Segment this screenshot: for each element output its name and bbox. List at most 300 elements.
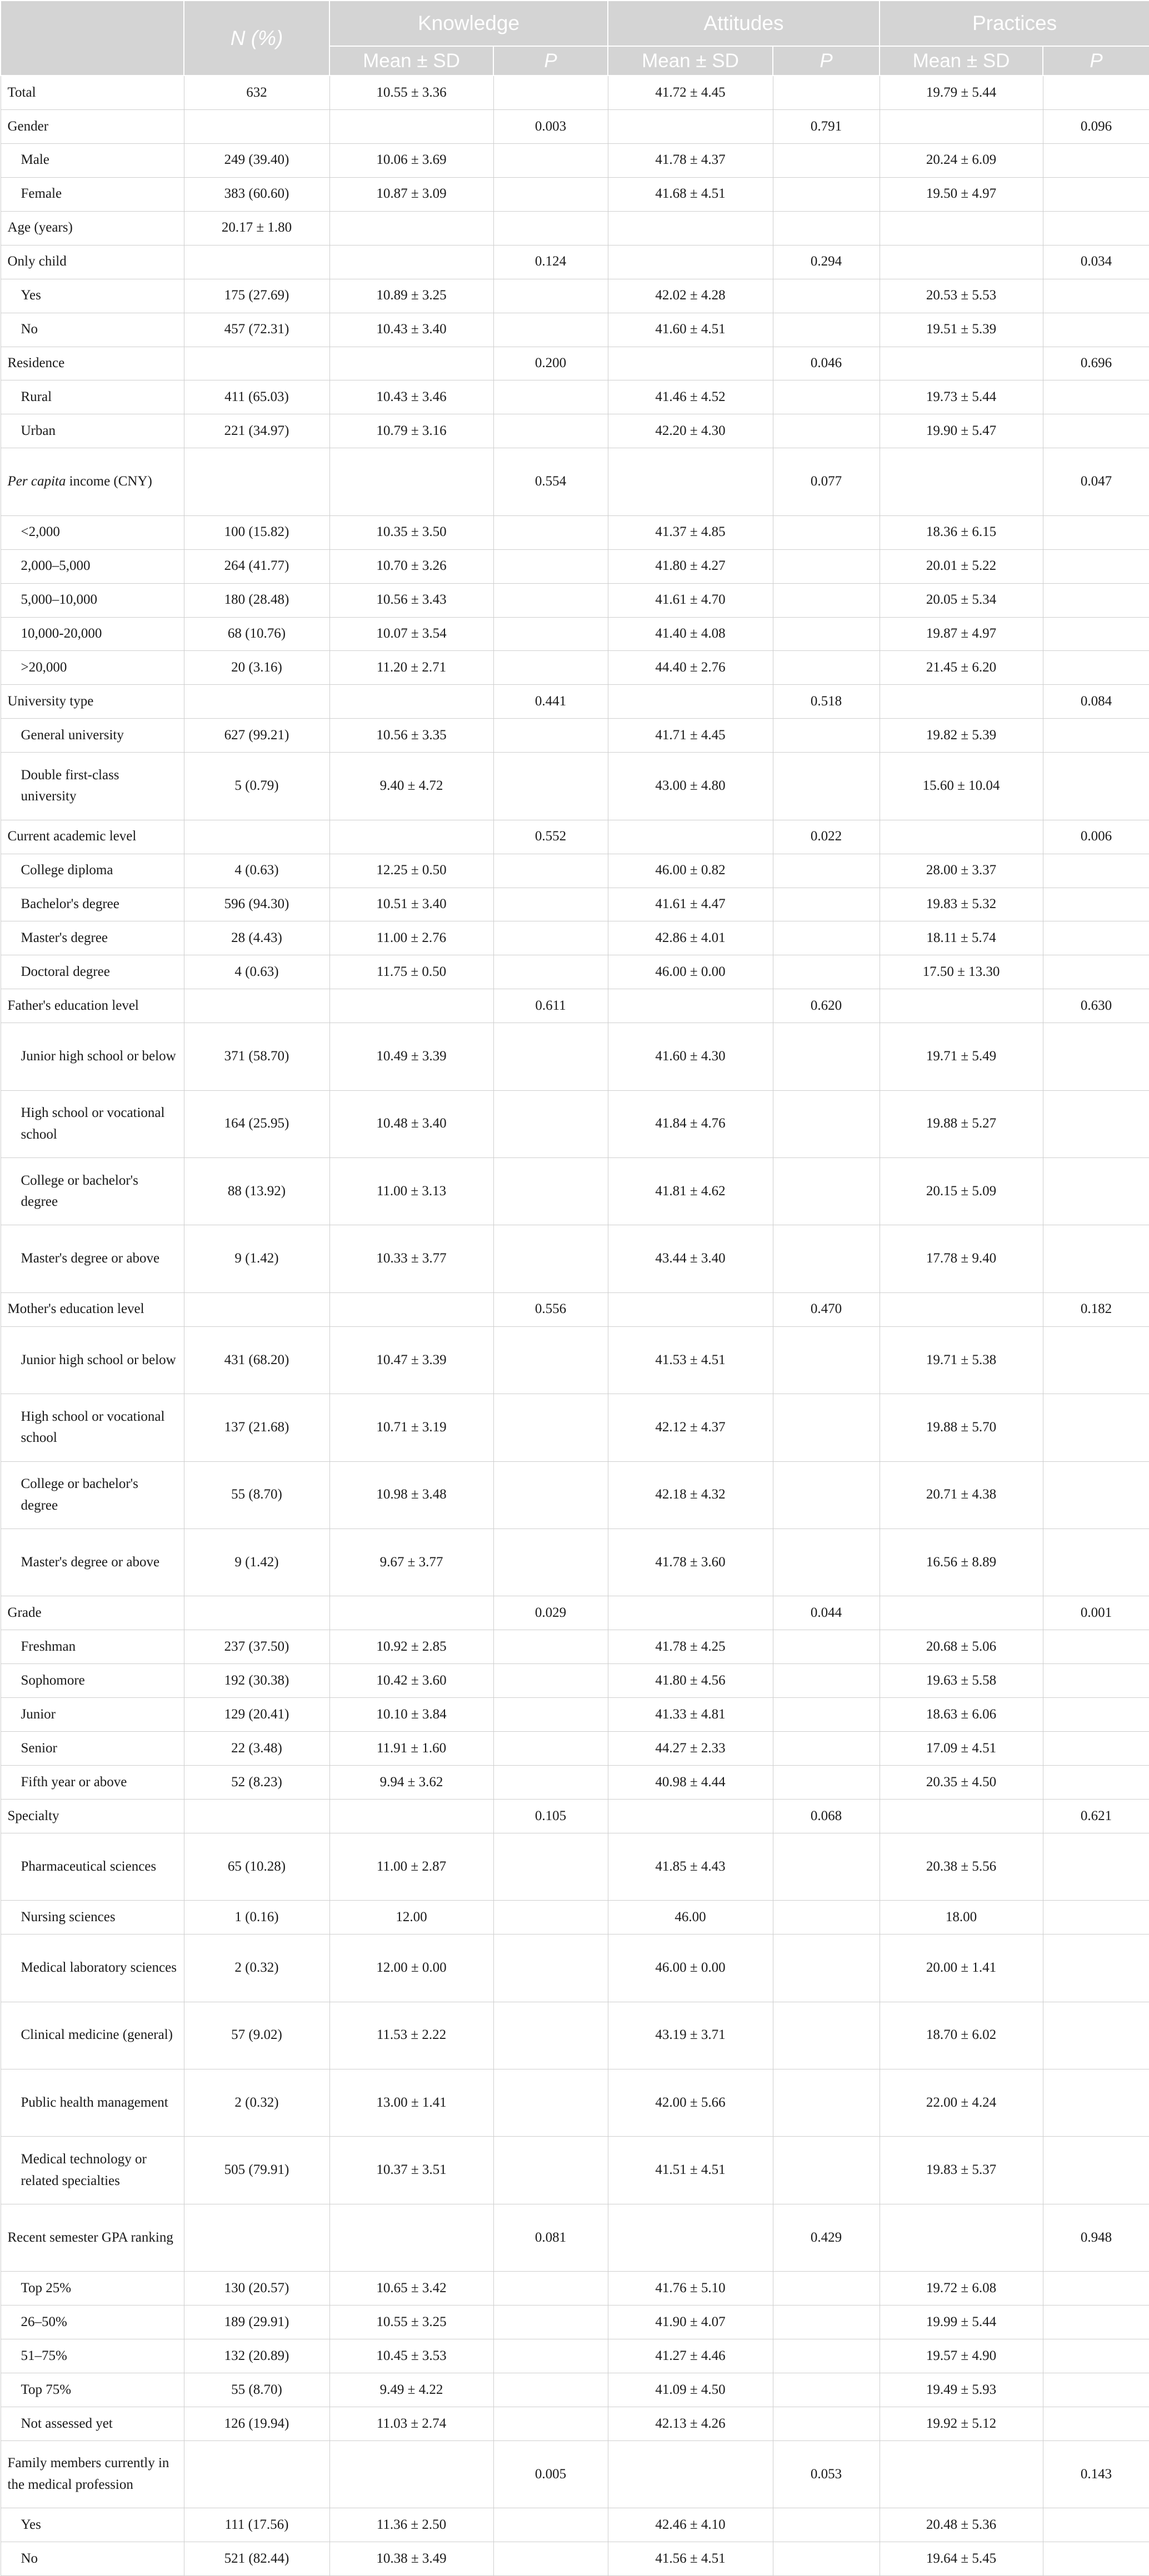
knowledge-mean-sd-cell: 9.67 ± 3.77	[329, 1528, 493, 1596]
practices-p-cell	[1043, 888, 1149, 921]
attitudes-p-cell	[773, 955, 880, 989]
practices-p-cell: 0.182	[1043, 1292, 1149, 1326]
knowledge-p-cell	[493, 143, 608, 177]
knowledge-mean-sd-cell: 10.51 ± 3.40	[329, 888, 493, 921]
knowledge-mean-sd-cell: 10.37 ± 3.51	[329, 2137, 493, 2204]
knowledge-p-cell: 0.556	[493, 1292, 608, 1326]
table-row	[1, 1394, 1149, 1461]
practices-mean-sd-cell	[880, 1799, 1043, 1833]
attitudes-mean-sd-cell: 41.61 ± 4.47	[608, 888, 773, 921]
table-row	[1, 651, 1149, 685]
variable-label: Residence	[1, 347, 184, 380]
n-pct-cell: 9 (1.42)	[184, 1225, 329, 1292]
knowledge-mean-sd-cell: 10.43 ± 3.46	[329, 380, 493, 414]
knowledge-mean-sd-cell: 10.47 ± 3.39	[329, 1326, 493, 1394]
knowledge-mean-sd-cell: 10.65 ± 3.42	[329, 2272, 493, 2306]
subcategory-label: Master's degree or above	[1, 1528, 184, 1596]
subcategory-label: College or bachelor's degree	[1, 1158, 184, 1225]
attitudes-p-cell	[773, 549, 880, 583]
knowledge-p-cell	[493, 1528, 608, 1596]
attitudes-p-cell	[773, 1225, 880, 1292]
practices-mean-sd-cell: 19.82 ± 5.39	[880, 719, 1043, 753]
n-pct-cell: 1 (0.16)	[184, 1901, 329, 1934]
table-row	[1, 1934, 1149, 2002]
table-row	[1, 313, 1149, 347]
variable-label: Total	[1, 76, 184, 109]
knowledge-mean-sd-cell: 11.20 ± 2.71	[329, 651, 493, 685]
n-pct-cell: 130 (20.57)	[184, 2272, 329, 2306]
knowledge-mean-sd-cell: 10.49 ± 3.39	[329, 1023, 493, 1090]
n-pct-cell: 52 (8.23)	[184, 1766, 329, 1800]
practices-p-cell	[1043, 955, 1149, 989]
attitudes-p-cell	[773, 1023, 880, 1090]
table-row	[1, 2542, 1149, 2576]
variable-label: Only child	[1, 245, 184, 279]
practices-mean-sd-cell: 19.88 ± 5.70	[880, 1394, 1043, 1461]
attitudes-mean-sd-cell: 41.37 ± 4.85	[608, 515, 773, 549]
attitudes-p-cell: 0.470	[773, 1292, 880, 1326]
header-attitudes-mean-sd: Mean ± SD	[608, 46, 773, 76]
knowledge-mean-sd-cell: 10.70 ± 3.26	[329, 549, 493, 583]
table-row	[1, 1090, 1149, 1157]
n-pct-cell: 192 (30.38)	[184, 1664, 329, 1698]
attitudes-p-cell	[773, 1934, 880, 2002]
knowledge-p-cell	[493, 955, 608, 989]
attitudes-p-cell	[773, 1766, 880, 1800]
knowledge-p-cell: 0.003	[493, 109, 608, 143]
attitudes-mean-sd-cell: 41.53 ± 4.51	[608, 1326, 773, 1394]
knowledge-p-cell	[493, 2306, 608, 2339]
table-row	[1, 854, 1149, 888]
practices-mean-sd-cell: 18.63 ± 6.06	[880, 1698, 1043, 1732]
knowledge-p-cell	[493, 76, 608, 109]
subcategory-label: Top 25%	[1, 2272, 184, 2306]
knowledge-p-cell	[493, 1698, 608, 1732]
table-row	[1, 549, 1149, 583]
attitudes-mean-sd-cell: 41.71 ± 4.45	[608, 719, 773, 753]
knowledge-mean-sd-cell: 10.42 ± 3.60	[329, 1664, 493, 1698]
knowledge-mean-sd-cell: 9.49 ± 4.22	[329, 2373, 493, 2407]
knowledge-p-cell	[493, 1833, 608, 1900]
practices-p-cell: 0.621	[1043, 1799, 1149, 1833]
attitudes-p-cell	[773, 380, 880, 414]
attitudes-p-cell	[773, 143, 880, 177]
attitudes-p-cell	[773, 1833, 880, 1900]
knowledge-p-cell	[493, 2002, 608, 2069]
table-row	[1, 1766, 1149, 1800]
practices-p-cell	[1043, 177, 1149, 211]
knowledge-mean-sd-cell: 9.94 ± 3.62	[329, 1766, 493, 1800]
practices-mean-sd-cell: 19.99 ± 5.44	[880, 2306, 1043, 2339]
table-row	[1, 1023, 1149, 1090]
practices-p-cell	[1043, 719, 1149, 753]
table-row	[1, 2272, 1149, 2306]
subcategory-label: 2,000–5,000	[1, 549, 184, 583]
n-pct-cell: 237 (37.50)	[184, 1630, 329, 1664]
attitudes-mean-sd-cell: 42.18 ± 4.32	[608, 1461, 773, 1528]
variable-label: Father's education level	[1, 989, 184, 1023]
subcategory-label: Male	[1, 143, 184, 177]
knowledge-mean-sd-cell: 10.56 ± 3.35	[329, 719, 493, 753]
table-row	[1, 76, 1149, 109]
practices-p-cell	[1043, 2069, 1149, 2137]
practices-p-cell	[1043, 1766, 1149, 1800]
knowledge-p-cell	[493, 414, 608, 448]
practices-p-cell	[1043, 2137, 1149, 2204]
practices-p-cell: 0.047	[1043, 448, 1149, 515]
attitudes-mean-sd-cell: 42.12 ± 4.37	[608, 1394, 773, 1461]
attitudes-p-cell: 0.791	[773, 109, 880, 143]
subcategory-label: Junior high school or below	[1, 1326, 184, 1394]
knowledge-p-cell	[493, 2542, 608, 2576]
attitudes-mean-sd-cell: 41.61 ± 4.70	[608, 583, 773, 617]
knowledge-mean-sd-cell: 10.48 ± 3.40	[329, 1090, 493, 1157]
knowledge-p-cell: 0.552	[493, 820, 608, 854]
practices-mean-sd-cell: 19.92 ± 5.12	[880, 2407, 1043, 2440]
knowledge-p-cell	[493, 1664, 608, 1698]
knowledge-p-cell	[493, 1158, 608, 1225]
table-row	[1, 1596, 1149, 1630]
attitudes-mean-sd-cell: 43.00 ± 4.80	[608, 753, 773, 820]
n-pct-cell: 411 (65.03)	[184, 380, 329, 414]
table-row	[1, 1630, 1149, 1664]
practices-mean-sd-cell: 19.88 ± 5.27	[880, 1090, 1043, 1157]
knowledge-mean-sd-cell: 11.53 ± 2.22	[329, 2002, 493, 2069]
knowledge-p-cell	[493, 651, 608, 685]
attitudes-mean-sd-cell: 41.85 ± 4.43	[608, 1833, 773, 1900]
practices-mean-sd-cell: 19.83 ± 5.32	[880, 888, 1043, 921]
table-row	[1, 583, 1149, 617]
practices-p-cell	[1043, 753, 1149, 820]
knowledge-mean-sd-cell: 11.03 ± 2.74	[329, 2407, 493, 2440]
knowledge-p-cell	[493, 515, 608, 549]
table-row	[1, 2440, 1149, 2508]
attitudes-p-cell	[773, 2339, 880, 2373]
attitudes-mean-sd-cell	[608, 989, 773, 1023]
attitudes-p-cell	[773, 2542, 880, 2576]
subcategory-label: Junior high school or below	[1, 1023, 184, 1090]
knowledge-mean-sd-cell: 10.43 ± 3.40	[329, 313, 493, 347]
practices-p-cell	[1043, 2542, 1149, 2576]
practices-p-cell	[1043, 1394, 1149, 1461]
n-pct-cell: 100 (15.82)	[184, 515, 329, 549]
knowledge-p-cell	[493, 2137, 608, 2204]
n-pct-cell: 111 (17.56)	[184, 2508, 329, 2542]
attitudes-mean-sd-cell: 41.51 ± 4.51	[608, 2137, 773, 2204]
subcategory-label: <2,000	[1, 515, 184, 549]
subcategory-label: 5,000–10,000	[1, 583, 184, 617]
knowledge-mean-sd-cell: 10.89 ± 3.25	[329, 279, 493, 313]
practices-mean-sd-cell: 20.15 ± 5.09	[880, 1158, 1043, 1225]
attitudes-p-cell	[773, 1901, 880, 1934]
knowledge-mean-sd-cell: 10.79 ± 3.16	[329, 414, 493, 448]
table-row	[1, 279, 1149, 313]
attitudes-p-cell	[773, 2407, 880, 2440]
attitudes-mean-sd-cell: 40.98 ± 4.44	[608, 1766, 773, 1800]
attitudes-mean-sd-cell: 41.84 ± 4.76	[608, 1090, 773, 1157]
variable-label: Specialty	[1, 1799, 184, 1833]
practices-p-cell	[1043, 1901, 1149, 1934]
subcategory-label: Fifth year or above	[1, 1766, 184, 1800]
practices-p-cell	[1043, 549, 1149, 583]
attitudes-p-cell: 0.046	[773, 347, 880, 380]
n-pct-cell: 521 (82.44)	[184, 2542, 329, 2576]
attitudes-p-cell	[773, 1664, 880, 1698]
practices-mean-sd-cell: 19.73 ± 5.44	[880, 380, 1043, 414]
knowledge-p-cell	[493, 617, 608, 651]
practices-mean-sd-cell: 18.11 ± 5.74	[880, 921, 1043, 955]
attitudes-p-cell	[773, 2137, 880, 2204]
practices-p-cell	[1043, 2407, 1149, 2440]
attitudes-p-cell	[773, 515, 880, 549]
practices-mean-sd-cell: 20.24 ± 6.09	[880, 143, 1043, 177]
practices-p-cell	[1043, 414, 1149, 448]
n-pct-cell	[184, 2440, 329, 2508]
knowledge-mean-sd-cell: 11.36 ± 2.50	[329, 2508, 493, 2542]
n-pct-cell: 180 (28.48)	[184, 583, 329, 617]
practices-p-cell	[1043, 583, 1149, 617]
attitudes-p-cell	[773, 211, 880, 245]
attitudes-p-cell	[773, 279, 880, 313]
subcategory-label: Sophomore	[1, 1664, 184, 1698]
attitudes-p-cell	[773, 719, 880, 753]
attitudes-mean-sd-cell: 41.46 ± 4.52	[608, 380, 773, 414]
knowledge-p-cell: 0.554	[493, 448, 608, 515]
n-pct-cell: 2 (0.32)	[184, 2069, 329, 2137]
attitudes-mean-sd-cell	[608, 1799, 773, 1833]
header-knowledge: Knowledge	[329, 1, 608, 46]
subcategory-label: Freshman	[1, 1630, 184, 1664]
n-pct-cell: 4 (0.63)	[184, 854, 329, 888]
attitudes-p-cell	[773, 1158, 880, 1225]
practices-p-cell	[1043, 1664, 1149, 1698]
practices-p-cell	[1043, 2306, 1149, 2339]
attitudes-p-cell: 0.294	[773, 245, 880, 279]
table-row	[1, 2407, 1149, 2440]
knowledge-mean-sd-cell: 10.98 ± 3.48	[329, 1461, 493, 1528]
knowledge-p-cell	[493, 1732, 608, 1766]
practices-p-cell	[1043, 1698, 1149, 1732]
subcategory-label: No	[1, 2542, 184, 2576]
subcategory-label: General university	[1, 719, 184, 753]
practices-p-cell: 0.696	[1043, 347, 1149, 380]
subcategory-label: College diploma	[1, 854, 184, 888]
practices-p-cell	[1043, 143, 1149, 177]
knowledge-p-cell	[493, 2069, 608, 2137]
table-row	[1, 1292, 1149, 1326]
attitudes-p-cell	[773, 1698, 880, 1732]
table-row	[1, 211, 1149, 245]
n-pct-cell: 65 (10.28)	[184, 1833, 329, 1900]
practices-mean-sd-cell	[880, 2204, 1043, 2271]
table-row	[1, 1158, 1149, 1225]
practices-mean-sd-cell: 28.00 ± 3.37	[880, 854, 1043, 888]
table-row	[1, 1664, 1149, 1698]
practices-p-cell	[1043, 1461, 1149, 1528]
subcategory-label: Senior	[1, 1732, 184, 1766]
subcategory-label: 51–75%	[1, 2339, 184, 2373]
knowledge-p-cell	[493, 2407, 608, 2440]
practices-mean-sd-cell	[880, 347, 1043, 380]
practices-p-cell	[1043, 1833, 1149, 1900]
practices-p-cell	[1043, 2373, 1149, 2407]
practices-p-cell	[1043, 651, 1149, 685]
table-row	[1, 1833, 1149, 1900]
knowledge-mean-sd-cell: 12.00 ± 0.00	[329, 1934, 493, 2002]
knowledge-mean-sd-cell: 10.87 ± 3.09	[329, 177, 493, 211]
attitudes-p-cell	[773, 2069, 880, 2137]
header-knowledge-mean-sd: Mean ± SD	[329, 46, 493, 76]
n-pct-cell	[184, 1596, 329, 1630]
attitudes-mean-sd-cell: 41.33 ± 4.81	[608, 1698, 773, 1732]
knowledge-p-cell: 0.081	[493, 2204, 608, 2271]
attitudes-mean-sd-cell	[608, 1292, 773, 1326]
practices-mean-sd-cell: 17.78 ± 9.40	[880, 1225, 1043, 1292]
practices-mean-sd-cell	[880, 820, 1043, 854]
subcategory-label: >20,000	[1, 651, 184, 685]
practices-mean-sd-cell: 20.35 ± 4.50	[880, 1766, 1043, 1800]
table-row	[1, 753, 1149, 820]
knowledge-mean-sd-cell: 10.10 ± 3.84	[329, 1698, 493, 1732]
n-pct-cell: 189 (29.91)	[184, 2306, 329, 2339]
practices-p-cell: 0.001	[1043, 1596, 1149, 1630]
practices-mean-sd-cell: 19.90 ± 5.47	[880, 414, 1043, 448]
practices-p-cell	[1043, 2508, 1149, 2542]
attitudes-p-cell: 0.053	[773, 2440, 880, 2508]
n-pct-cell: 20 (3.16)	[184, 651, 329, 685]
n-pct-cell: 457 (72.31)	[184, 313, 329, 347]
variable-label: University type	[1, 685, 184, 719]
table-row	[1, 2339, 1149, 2373]
variable-label: Recent semester GPA ranking	[1, 2204, 184, 2271]
practices-mean-sd-cell: 19.50 ± 4.97	[880, 177, 1043, 211]
attitudes-p-cell: 0.429	[773, 2204, 880, 2271]
knowledge-mean-sd-cell	[329, 1799, 493, 1833]
attitudes-mean-sd-cell: 46.00 ± 0.00	[608, 1934, 773, 2002]
table-row	[1, 617, 1149, 651]
knowledge-p-cell: 0.441	[493, 685, 608, 719]
knowledge-p-cell	[493, 380, 608, 414]
practices-p-cell	[1043, 617, 1149, 651]
practices-p-cell	[1043, 1528, 1149, 1596]
knowledge-p-cell	[493, 888, 608, 921]
subcategory-label: Pharmaceutical sciences	[1, 1833, 184, 1900]
table-row	[1, 245, 1149, 279]
attitudes-p-cell	[773, 753, 880, 820]
table-row	[1, 380, 1149, 414]
knowledge-mean-sd-cell: 10.06 ± 3.69	[329, 143, 493, 177]
practices-p-cell	[1043, 1090, 1149, 1157]
knowledge-mean-sd-cell: 10.07 ± 3.54	[329, 617, 493, 651]
attitudes-p-cell: 0.044	[773, 1596, 880, 1630]
attitudes-mean-sd-cell: 41.72 ± 4.45	[608, 76, 773, 109]
attitudes-mean-sd-cell: 41.80 ± 4.56	[608, 1664, 773, 1698]
knowledge-mean-sd-cell: 10.45 ± 3.53	[329, 2339, 493, 2373]
knowledge-p-cell	[493, 1901, 608, 1934]
practices-p-cell	[1043, 1023, 1149, 1090]
practices-p-cell	[1043, 2339, 1149, 2373]
n-pct-cell: 627 (99.21)	[184, 719, 329, 753]
subcategory-label: Master's degree or above	[1, 1225, 184, 1292]
n-pct-cell	[184, 347, 329, 380]
subcategory-label: Medical laboratory sciences	[1, 1934, 184, 2002]
attitudes-p-cell	[773, 1732, 880, 1766]
attitudes-mean-sd-cell: 41.68 ± 4.51	[608, 177, 773, 211]
subcategory-label: 10,000-20,000	[1, 617, 184, 651]
table-row	[1, 1732, 1149, 1766]
attitudes-p-cell	[773, 313, 880, 347]
n-pct-cell: 132 (20.89)	[184, 2339, 329, 2373]
practices-p-cell	[1043, 313, 1149, 347]
attitudes-mean-sd-cell: 41.27 ± 4.46	[608, 2339, 773, 2373]
knowledge-p-cell: 0.105	[493, 1799, 608, 1833]
practices-p-cell: 0.630	[1043, 989, 1149, 1023]
knowledge-p-cell	[493, 2508, 608, 2542]
knowledge-p-cell	[493, 2339, 608, 2373]
attitudes-mean-sd-cell: 41.78 ± 3.60	[608, 1528, 773, 1596]
knowledge-p-cell	[493, 1225, 608, 1292]
attitudes-mean-sd-cell: 44.27 ± 2.33	[608, 1732, 773, 1766]
attitudes-mean-sd-cell: 41.60 ± 4.30	[608, 1023, 773, 1090]
n-pct-cell	[184, 1799, 329, 1833]
table-row	[1, 2306, 1149, 2339]
attitudes-mean-sd-cell: 42.20 ± 4.30	[608, 414, 773, 448]
practices-p-cell	[1043, 1326, 1149, 1394]
n-pct-cell	[184, 820, 329, 854]
attitudes-mean-sd-cell: 42.00 ± 5.66	[608, 2069, 773, 2137]
attitudes-mean-sd-cell	[608, 2204, 773, 2271]
practices-p-cell	[1043, 380, 1149, 414]
attitudes-p-cell: 0.022	[773, 820, 880, 854]
knowledge-mean-sd-cell: 11.00 ± 3.13	[329, 1158, 493, 1225]
knowledge-mean-sd-cell: 10.35 ± 3.50	[329, 515, 493, 549]
practices-mean-sd-cell: 18.36 ± 6.15	[880, 515, 1043, 549]
attitudes-mean-sd-cell: 42.02 ± 4.28	[608, 279, 773, 313]
attitudes-mean-sd-cell: 42.86 ± 4.01	[608, 921, 773, 955]
knowledge-mean-sd-cell: 10.56 ± 3.43	[329, 583, 493, 617]
practices-mean-sd-cell: 18.70 ± 6.02	[880, 2002, 1043, 2069]
n-pct-cell: 55 (8.70)	[184, 2373, 329, 2407]
attitudes-mean-sd-cell: 46.00	[608, 1901, 773, 1934]
knowledge-mean-sd-cell	[329, 1596, 493, 1630]
n-pct-cell: 249 (39.40)	[184, 143, 329, 177]
attitudes-mean-sd-cell: 41.76 ± 5.10	[608, 2272, 773, 2306]
knowledge-mean-sd-cell	[329, 347, 493, 380]
practices-mean-sd-cell: 19.63 ± 5.58	[880, 1664, 1043, 1698]
knowledge-p-cell	[493, 2272, 608, 2306]
practices-p-cell	[1043, 1732, 1149, 1766]
knowledge-p-cell: 0.200	[493, 347, 608, 380]
table-row	[1, 414, 1149, 448]
attitudes-p-cell	[773, 414, 880, 448]
table-row	[1, 177, 1149, 211]
practices-mean-sd-cell: 21.45 ± 6.20	[880, 651, 1043, 685]
subcategory-label: Doctoral degree	[1, 955, 184, 989]
practices-mean-sd-cell	[880, 109, 1043, 143]
subcategory-label: Nursing sciences	[1, 1901, 184, 1934]
practices-mean-sd-cell: 15.60 ± 10.04	[880, 753, 1043, 820]
subcategory-label: Clinical medicine (general)	[1, 2002, 184, 2069]
knowledge-p-cell	[493, 719, 608, 753]
attitudes-mean-sd-cell	[608, 685, 773, 719]
subcategory-label: Yes	[1, 2508, 184, 2542]
attitudes-mean-sd-cell: 44.40 ± 2.76	[608, 651, 773, 685]
knowledge-mean-sd-cell	[329, 448, 493, 515]
practices-p-cell	[1043, 854, 1149, 888]
attitudes-p-cell	[773, 921, 880, 955]
attitudes-mean-sd-cell	[608, 109, 773, 143]
knowledge-p-cell	[493, 279, 608, 313]
